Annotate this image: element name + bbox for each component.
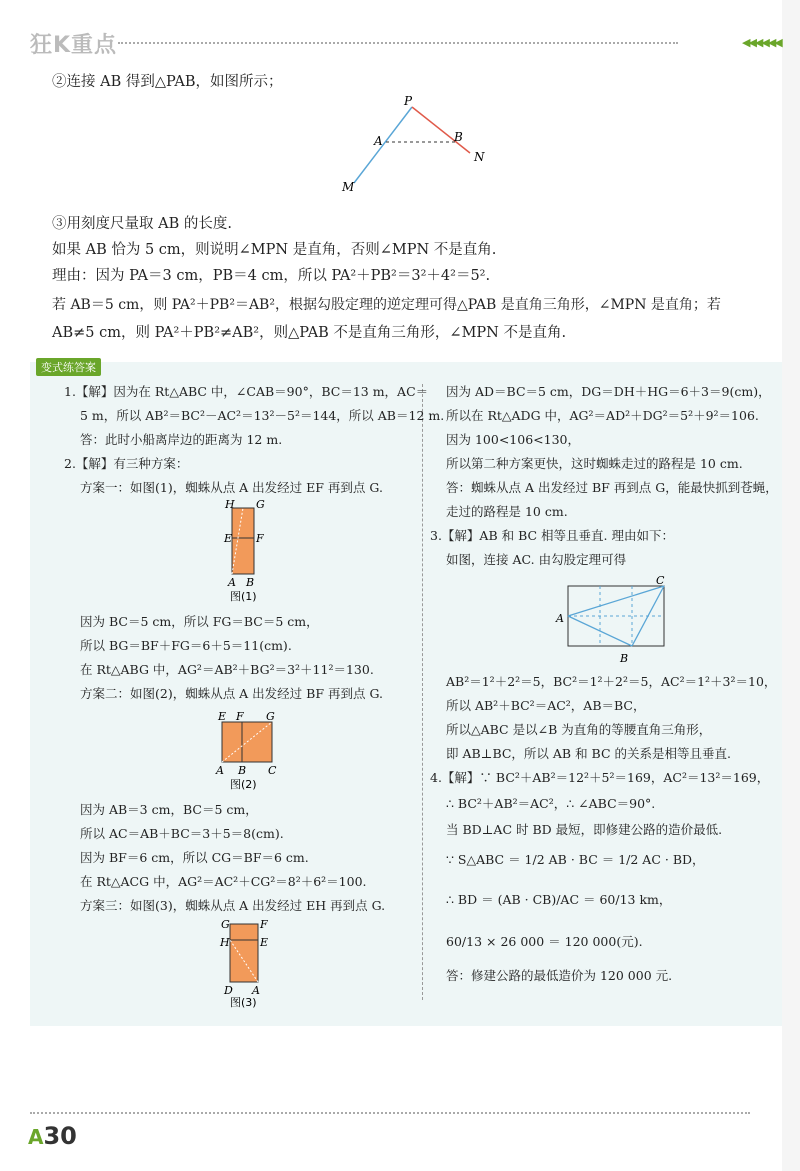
svg-text:A: A [556,612,564,625]
svg-text:B: B [246,576,255,589]
answer-1-line-1: 1.【解】因为在 Rt△ABC 中，∠CAB＝90°，BC＝13 m，AC＝ [64,384,429,399]
angle-diagram [330,95,500,195]
answer-2-cont-4: 所以第二种方案更快，这时蜘蛛走过的路程是 10 cm. [446,456,743,471]
answer-2-text-1: 因为 BC＝5 cm，所以 FG＝BC＝5 cm， [80,614,319,629]
svg-text:B: B [620,652,629,665]
figure-1 [222,500,272,602]
header-arrows: ◀◀◀◀◀◀ [742,36,781,49]
answer-2-cont-6: 走过的路程是 10 cm. [446,504,568,519]
answer-2-line-1: 2.【解】有三种方案： [64,456,189,471]
answer-4-line-5: ∴ BD ＝ (AB · CB)/AC ＝ 60/13 km， [446,892,672,907]
answer-3-line-2: 如图，连接 AC. 由勾股定理可得 [446,552,627,567]
answer-2-cont-2: 所以在 Rt△ADG 中，AG²＝AD²＋DG²＝5²＋9²＝106. [446,408,759,423]
svg-text:G: G [266,710,275,723]
step-3-text: ③用刻度尺量取 AB 的长度. [52,216,232,232]
answer-2-cont-1: 因为 AD＝BC＝5 cm，DG＝DH＋HG＝6＋3＝9(cm)， [446,384,771,399]
answer-2-plan-3: 方案三：如图(3)，蜘蛛从点 A 出发经过 EH 再到点 G. [80,898,386,913]
answer-3-line-1: 3.【解】AB 和 BC 相等且垂直. 理由如下： [430,528,674,543]
svg-text:E: E [218,710,227,723]
answer-2-plan-2: 方案二：如图(2)，蜘蛛从点 A 出发经过 BF 再到点 G. [80,686,383,701]
svg-text:F: F [260,918,268,931]
figure-2 [214,710,284,792]
svg-text:G: G [256,498,265,511]
svg-text:A: A [228,576,236,589]
reason-text: 理由：因为 PA＝3 cm，PB＝4 cm，所以 PA²＋PB²＝3²＋4²＝5². [52,268,491,284]
svg-text:D: D [224,984,233,997]
answer-1-line-3: 答：此时小船离岸边的距离为 12 m. [80,432,283,447]
figure-4-grid [550,572,680,666]
answer-4-line-3: 当 BD⊥AC 时 BD 最短，即修建公路的造价最低. [446,822,723,837]
header-rule [118,42,678,44]
answer-4-line-4: ∵ S△ABC ＝ 1/2 AB · BC ＝ 1/2 AC · BD， [446,852,705,867]
svg-text:E: E [260,936,269,949]
svg-text:图(1): 图(1) [230,590,257,603]
svg-text:A: A [216,764,224,777]
answer-2-text-3: 在 Rt△ABG 中，AG²＝AB²＋BG²＝3²＋11²＝130. [80,662,374,677]
svg-text:A: A [252,984,260,997]
label-M: M [342,180,355,194]
answer-1-line-2: 5 m，所以 AB²＝BC²－AC²＝13²－5²＝144，所以 AB＝12 m. [80,408,445,423]
svg-text:G: G [221,918,230,931]
footer-rule [30,1112,750,1114]
svg-text:图(3): 图(3) [230,996,257,1009]
svg-text:C: C [656,574,665,587]
header-logo: 狂K重点 [30,33,118,58]
answer-2-cont-3: 因为 100<106<130， [446,432,580,447]
svg-text:E: E [224,532,233,545]
reason-text-2: 若 AB＝5 cm，则 PA²＋PB²＝AB²，根据勾股定理的逆定理可得△PAB 是直角三角形，∠MPN 是直角；若 [52,297,721,313]
answer-4-line-7: 答：修建公路的最低造价为 120 000 元. [446,968,673,983]
label-B: B [454,130,463,144]
label-P: P [404,94,413,108]
svg-text:F: F [236,710,244,723]
answer-2-text-7: 在 Rt△ACG 中，AG²＝AC²＋CG²＝8²＋6²＝100. [80,874,367,889]
conclusion-text: 如果 AB 恰为 5 cm，则说明∠MPN 是直角，否则∠MPN 不是直角. [52,242,497,258]
answer-2-text-4: 因为 AB＝3 cm，BC＝5 cm， [80,802,258,817]
answer-4-line-2: ∴ BC²＋AB²＝AC²，∴ ∠ABC＝90°. [446,796,656,811]
svg-text:H: H [220,936,230,949]
step-2-text: ②连接 AB 得到△PAB，如图所示； [52,74,283,90]
answer-2-text-6: 因为 BF＝6 cm，所以 CG＝BF＝6 cm. [80,850,309,865]
svg-text:图(2): 图(2) [230,778,257,791]
page-edge [782,0,800,1171]
svg-text:H: H [225,498,235,511]
svg-text:F: F [256,532,264,545]
page-number: A30 [28,1122,77,1150]
answer-2-text-2: 所以 BG＝BF＋FG＝6＋5＝11(cm). [80,638,292,653]
answer-2-cont-5: 答：蜘蛛从点 A 出发经过 BF 再到点 G，能最快抓到苍蝇， [446,480,778,495]
svg-text:C: C [268,764,277,777]
answer-3-line-3: AB²＝1²＋2²＝5，BC²＝1²＋2²＝5，AC²＝1²＋3²＝10， [446,674,777,689]
reason-text-3: AB≠5 cm，则 PA²＋PB²≠AB²，则△PAB 不是直角三角形，∠MPN 不是直角. [52,325,567,341]
label-A: A [374,134,383,148]
answer-2-text-5: 所以 AC＝AB＋BC＝3＋5＝8(cm). [80,826,284,841]
answer-3-line-4: 所以 AB²＋BC²＝AC²，AB＝BC， [446,698,646,713]
answer-4-line-1: 4.【解】∵ BC²＋AB²＝12²＋5²＝169，AC²＝13²＝169， [430,770,770,785]
column-divider [422,384,423,1000]
answers-tag: 变式练答案 [36,358,101,376]
label-N: N [474,150,485,164]
answer-3-line-6: 即 AB⊥BC，所以 AB 和 BC 的关系是相等且垂直. [446,746,731,761]
answer-2-plan-1: 方案一：如图(1)，蜘蛛从点 A 出发经过 EF 再到点 G. [80,480,383,495]
svg-text:B: B [238,764,247,777]
answer-4-line-6: 60/13 × 26 000 ＝ 120 000(元). [446,934,643,949]
figure-3 [218,918,278,1009]
answer-3-line-5: 所以△ABC 是以∠B 为直角的等腰直角三角形， [446,722,712,737]
